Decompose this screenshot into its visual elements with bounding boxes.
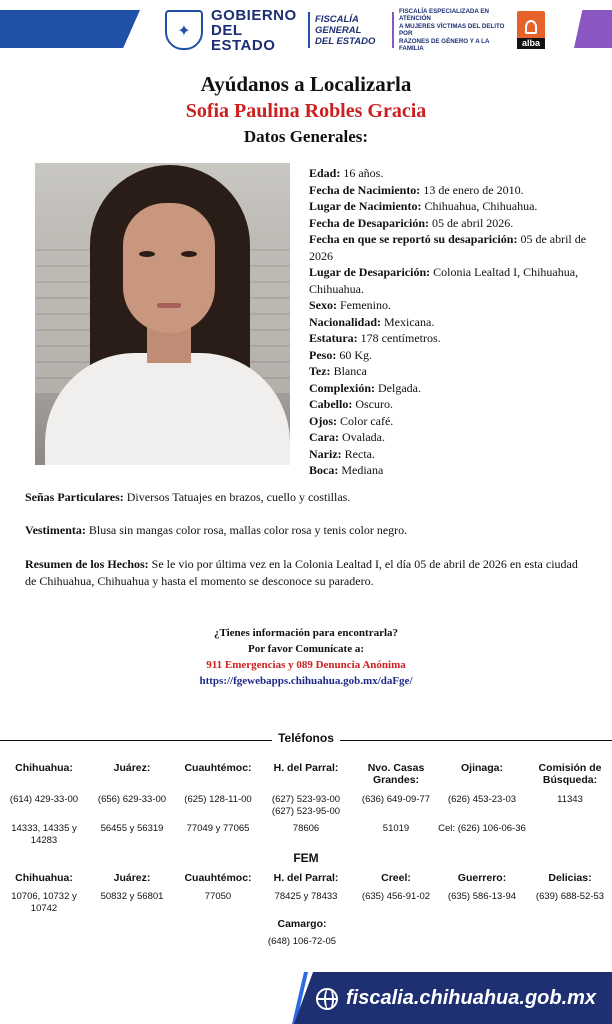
gobierno-logo: [211, 8, 303, 53]
general-field: [309, 446, 589, 463]
phone-phone: (614) 429-33-00: [9, 794, 79, 805]
general-field-value: 13 de enero de 2010.: [420, 182, 524, 197]
emergency-numbers: 911 Emergencias y 089 Denuncia Anónima: [206, 659, 406, 671]
general-field-value: 16 años.: [340, 166, 384, 180]
phone-ext: 77049 y 77065: [186, 823, 250, 834]
divider: [308, 12, 310, 48]
phone-ext: 78606: [292, 823, 320, 834]
general-field-label: Peso:: [309, 347, 337, 362]
divider: [392, 12, 394, 48]
general-field-label: Complexión:: [309, 380, 375, 395]
fem-city: Cuauhtémoc:: [184, 872, 252, 884]
general-field-label: Nariz:: [309, 446, 342, 461]
header-logos: [165, 6, 550, 54]
globe-icon: [316, 988, 338, 1010]
phone-ext: 56455 y 56319: [100, 823, 164, 834]
phone-phone: (626) 453-23-03: [447, 794, 517, 805]
state-shield-icon: ✦: [165, 10, 203, 50]
phone-city: H. del Parral:: [273, 762, 339, 774]
alba-label: alba: [517, 38, 545, 49]
fem-city: Chihuahua:: [15, 872, 73, 884]
fem-logo: [399, 8, 511, 53]
header-band-right: [574, 10, 612, 48]
phone-ext: 14333, 14335 y 14283: [11, 823, 77, 846]
report-link[interactable]: https://fgewebapps.chihuahua.gob.mx/daFge/: [199, 675, 413, 687]
general-field: [309, 264, 589, 297]
general-field: [309, 396, 589, 413]
general-field: [309, 330, 589, 347]
general-field-label: Edad:: [309, 166, 341, 180]
fiscalia-logo: [315, 14, 387, 47]
phone-city: Ojinaga:: [460, 762, 503, 774]
fem-phone: (635) 456-91-02: [361, 891, 431, 902]
vestimenta-value: Blusa sin mangas color rosa, mallas color rosa y tenis color negro.: [85, 523, 408, 537]
phone-ext: 51019: [382, 823, 410, 834]
general-field-value: 60 Kg.: [336, 347, 372, 362]
fem-line1: FISCALÍA ESPECIALIZADA EN ATENCIÓN: [399, 7, 489, 22]
resumen-label: Resumen de los Hechos:: [25, 557, 149, 571]
general-field: [309, 182, 589, 199]
senas-label: Señas Particulares:: [25, 490, 124, 504]
general-field-value: Recta.: [341, 446, 375, 461]
general-field: [309, 314, 589, 331]
general-field-value: 05 de abril de 2026: [309, 232, 587, 263]
general-field-value: 178 centímetros.: [357, 331, 441, 345]
phone-city: Comisión de Búsqueda:: [538, 762, 602, 786]
general-field: [309, 347, 589, 364]
senas-value: Diversos Tatuajes en brazos, cuello y costillas.: [123, 490, 351, 504]
fem-phone: 78425 y 78433: [274, 891, 338, 902]
fem-line3: RAZONES DE GÉNERO Y A LA FAMILIA: [399, 37, 490, 52]
general-field-value: Ovalada.: [339, 430, 385, 444]
general-field-label: Fecha de Desaparición:: [309, 215, 429, 230]
general-field-label: Ojos:: [309, 413, 337, 428]
general-field-label: Boca:: [309, 463, 339, 477]
general-field: [309, 198, 589, 215]
general-field-label: Sexo:: [309, 298, 337, 312]
fem-city: H. del Parral:: [273, 872, 339, 884]
general-field-label: Cabello:: [309, 397, 353, 411]
general-field-value: Oscuro.: [352, 397, 394, 411]
fem-phone: (639) 688-52-53: [535, 891, 605, 902]
phone-city: Juárez:: [113, 762, 151, 774]
contact-question: ¿Tienes información para encontrarla?: [213, 627, 399, 639]
general-field: [309, 380, 589, 397]
phones-title-text: Teléfonos: [272, 731, 340, 745]
general-field-value: Colonia Lealtad I, Chihuahua, Chihuahua.: [309, 265, 579, 296]
vestimenta: [25, 522, 590, 539]
general-field-value: Chihuahua, Chihuahua.: [421, 199, 538, 213]
person-photo: [35, 163, 290, 465]
fem-city: Creel:: [381, 872, 411, 884]
fem-phone-camargo: (648) 106-72-05: [267, 936, 337, 947]
phone-phone: (627) 523-93-00 (627) 523-95-00: [271, 794, 341, 817]
fiscalia-line1: FISCALÍA GENERAL: [315, 13, 362, 36]
general-data-list: [309, 165, 589, 479]
fem-city: Juárez:: [113, 872, 151, 884]
phones-title: [0, 731, 612, 745]
general-field: [309, 429, 589, 446]
general-field: [309, 165, 589, 182]
general-field: [309, 363, 589, 380]
alba-figure-icon: [525, 20, 537, 34]
fem-line2: A MUJERES VÍCTIMAS DEL DELITO POR: [399, 22, 505, 37]
gobierno-line1: GOBIERNO: [211, 6, 297, 24]
header-band-left: [0, 10, 140, 48]
person-name: Sofia Paulina Robles Gracia: [185, 100, 427, 122]
general-field-label: Cara:: [309, 430, 339, 444]
contact-instruction: Por favor Comunícate a:: [248, 643, 364, 655]
general-field: [309, 231, 589, 264]
general-field-value: Mediana: [338, 463, 384, 477]
phone-city: Chihuahua:: [15, 762, 73, 774]
section-title: Datos Generales:: [243, 127, 369, 146]
general-field-label: Fecha de Nacimiento:: [309, 182, 421, 197]
general-field-value: 05 de abril 2026.: [428, 215, 514, 230]
general-field-value: Blanca: [330, 364, 367, 378]
general-field: [309, 215, 589, 232]
phone-phone: 11343: [557, 794, 583, 805]
senas-particulares: [25, 489, 590, 506]
fem-city-camargo: Camargo:: [277, 918, 327, 930]
general-field-value: Color café.: [337, 413, 394, 428]
fiscalia-line2: DEL ESTADO: [315, 35, 376, 47]
general-field-label: Tez:: [309, 364, 331, 378]
general-field-label: Lugar de Desaparición:: [309, 265, 431, 279]
phone-city: Cuauhtémoc:: [184, 762, 252, 774]
general-field-label: Nacionalidad:: [309, 314, 382, 329]
general-field-label: Fecha en que se reportó su desaparición:: [309, 232, 518, 246]
alba-logo: [517, 11, 545, 49]
footer-url[interactable]: fiscalia.chihuahua.gob.mx: [346, 987, 597, 1009]
general-field-label: Lugar de Nacimiento:: [309, 199, 422, 213]
general-field: [309, 297, 589, 314]
gobierno-line2: DEL ESTADO: [211, 21, 276, 54]
general-field-label: Estatura:: [309, 331, 358, 345]
fem-city: Guerrero:: [457, 872, 507, 884]
general-field-value: Femenino.: [337, 298, 391, 312]
fem-phone: 77050: [204, 891, 232, 902]
phone-ext: Cel: (626) 106-06-36: [438, 823, 526, 834]
phone-phone: (625) 128-11-00: [184, 794, 252, 805]
phone-phone: (656) 629-33-00: [97, 794, 167, 805]
resumen-hechos: [25, 556, 590, 589]
fem-city: Delicias:: [548, 872, 592, 884]
fem-phone: 10706, 10732 y 10742: [11, 891, 77, 914]
general-field-value: Delgada.: [375, 380, 421, 395]
general-field: [309, 462, 589, 479]
page-title: Ayúdanos a Localizarla: [200, 72, 412, 96]
fem-phone: 50832 y 56801: [100, 891, 164, 902]
general-field: [309, 413, 589, 430]
general-field-value: Mexicana.: [381, 314, 435, 329]
vestimenta-label: Vestimenta:: [25, 523, 86, 537]
resumen-value: Se le vio por última vez en la Colonia Lealtad I, el día 05 de abril de 2026 en esta ciudad de Chihuahua, Chihuahua y hasta el momento se desconoce su paradero.: [25, 557, 578, 588]
fem-phone: (635) 586-13-94: [447, 891, 517, 902]
fem-title: FEM: [293, 851, 319, 865]
phone-city: Nvo. Casas Grandes:: [367, 762, 425, 786]
phone-phone: (636) 649-09-77: [361, 794, 431, 805]
